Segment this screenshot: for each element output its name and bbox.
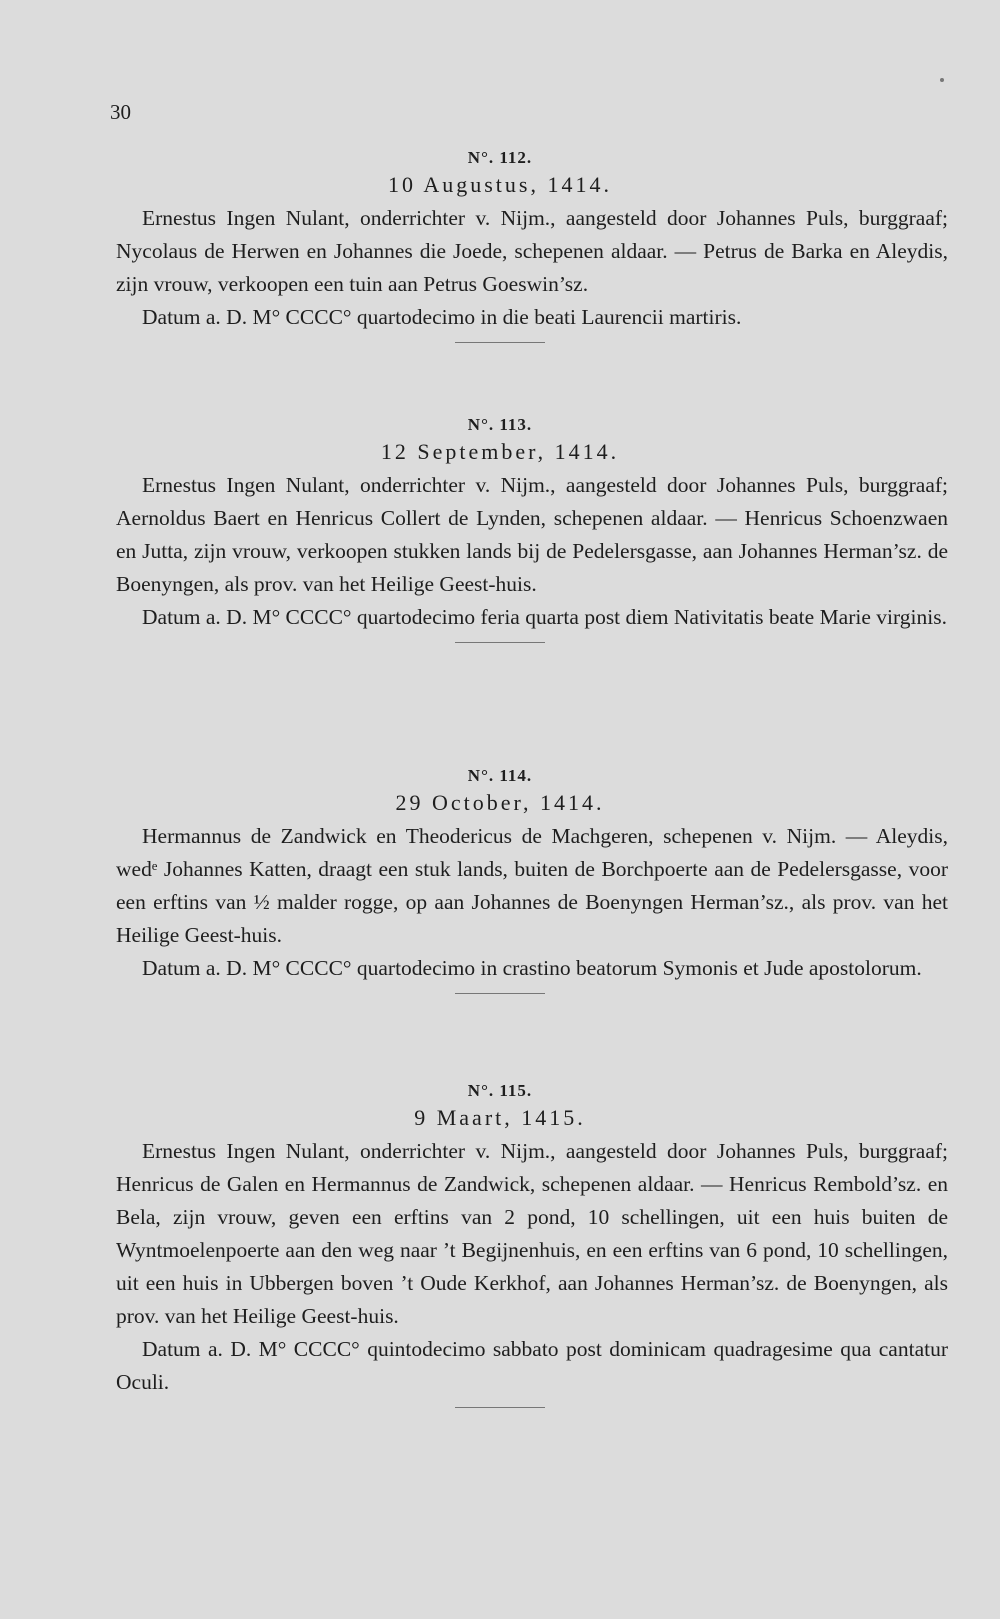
- entry-number: N°. 115.: [467, 1081, 533, 1100]
- charter-entry-112: [0, 148, 1000, 343]
- entry-text: Ernestus Ingen Nulant, onderrichter v. Nijm., aangesteld door Johannes Puls, burggraaf; Nycolaus de Herwen en Johannes die Joede, schepenen aldaar. — Petrus de Barka en Aleydis, zijn vrouw, verkoopen een tuin aan Petrus Goeswin’sz.: [116, 206, 948, 296]
- speck-mark: [940, 78, 944, 82]
- entry-date: 10 Augustus, 1414.: [388, 172, 612, 197]
- separator-rule: [455, 342, 545, 343]
- entry-number: N°. 114.: [467, 766, 533, 785]
- entry-text: Ernestus Ingen Nulant, onderrichter v. Nijm., aangesteld door Johannes Puls, burggraaf; Henricus de Galen en Hermannus de Zandwick, schepenen aldaar. — Henricus Rembold’sz. en Bela, zijn vrouw, geven een erftins van 2 pond, 10 schellingen, uit een huis buiten de Wyntmoelenpoerte aan den weg naar ’t Begijnenhuis, en een erftins van 6 pond, 10 schellingen, uit een huis in Ubbergen boven ’t Oude Kerkhof, aan Johannes Herman’sz. de Boenyngen, als prov. van het Heilige Geest-huis.: [116, 1139, 948, 1328]
- entry-date: 9 Maart, 1415.: [414, 1105, 586, 1130]
- entry-date: 29 October, 1414.: [395, 790, 605, 815]
- page-number: 30: [110, 100, 131, 124]
- separator-rule: [455, 993, 545, 994]
- entry-text: Hermannus de Zandwick en Theodericus de Machgeren, schepenen v. Nijm. — Aleydis, wedᵉ Johannes Katten, draagt een stuk lands, buiten de Borchpoerte aan de Pedelersgasse, voor een erftins van ½ malder rogge, op aan Johannes de Boenyngen Herman’sz., als prov. van het Heilige Geest-huis.: [116, 824, 948, 947]
- entry-text: Ernestus Ingen Nulant, onderrichter v. Nijm., aangesteld door Johannes Puls, burggraaf; Aernoldus Baert en Henricus Collert de Lynden, schepenen aldaar. — Henricus Schoenzwaen en Jutta, zijn vrouw, verkoopen stukken lands bij de Pedelersgasse, aan Johannes Herman’sz. de Boenyngen, als prov. van het Heilige Geest-huis.: [116, 473, 948, 596]
- entry-datum: Datum a. D. M° CCCC° quartodecimo in die beati Laurencii martiris.: [142, 305, 742, 329]
- charter-entry-114: [0, 766, 1000, 994]
- entry-datum: Datum a. D. M° CCCC° quartodecimo feria quarta post diem Nativitatis beate Marie virginis.: [142, 605, 947, 629]
- separator-rule: [455, 642, 545, 643]
- separator-rule: [455, 1407, 545, 1408]
- charter-entry-113: [0, 415, 1000, 643]
- charter-entry-115: [0, 1081, 1000, 1408]
- entry-number: N°. 112.: [467, 148, 533, 167]
- entry-date: 12 September, 1414.: [380, 439, 620, 464]
- entry-datum: Datum a. D. M° CCCC° quintodecimo sabbato post dominicam quadragesime qua cantatur Oculi.: [116, 1337, 948, 1394]
- entry-number: N°. 113.: [467, 415, 533, 434]
- entry-datum: Datum a. D. M° CCCC° quartodecimo in crastino beatorum Symonis et Jude apostolorum.: [142, 956, 922, 980]
